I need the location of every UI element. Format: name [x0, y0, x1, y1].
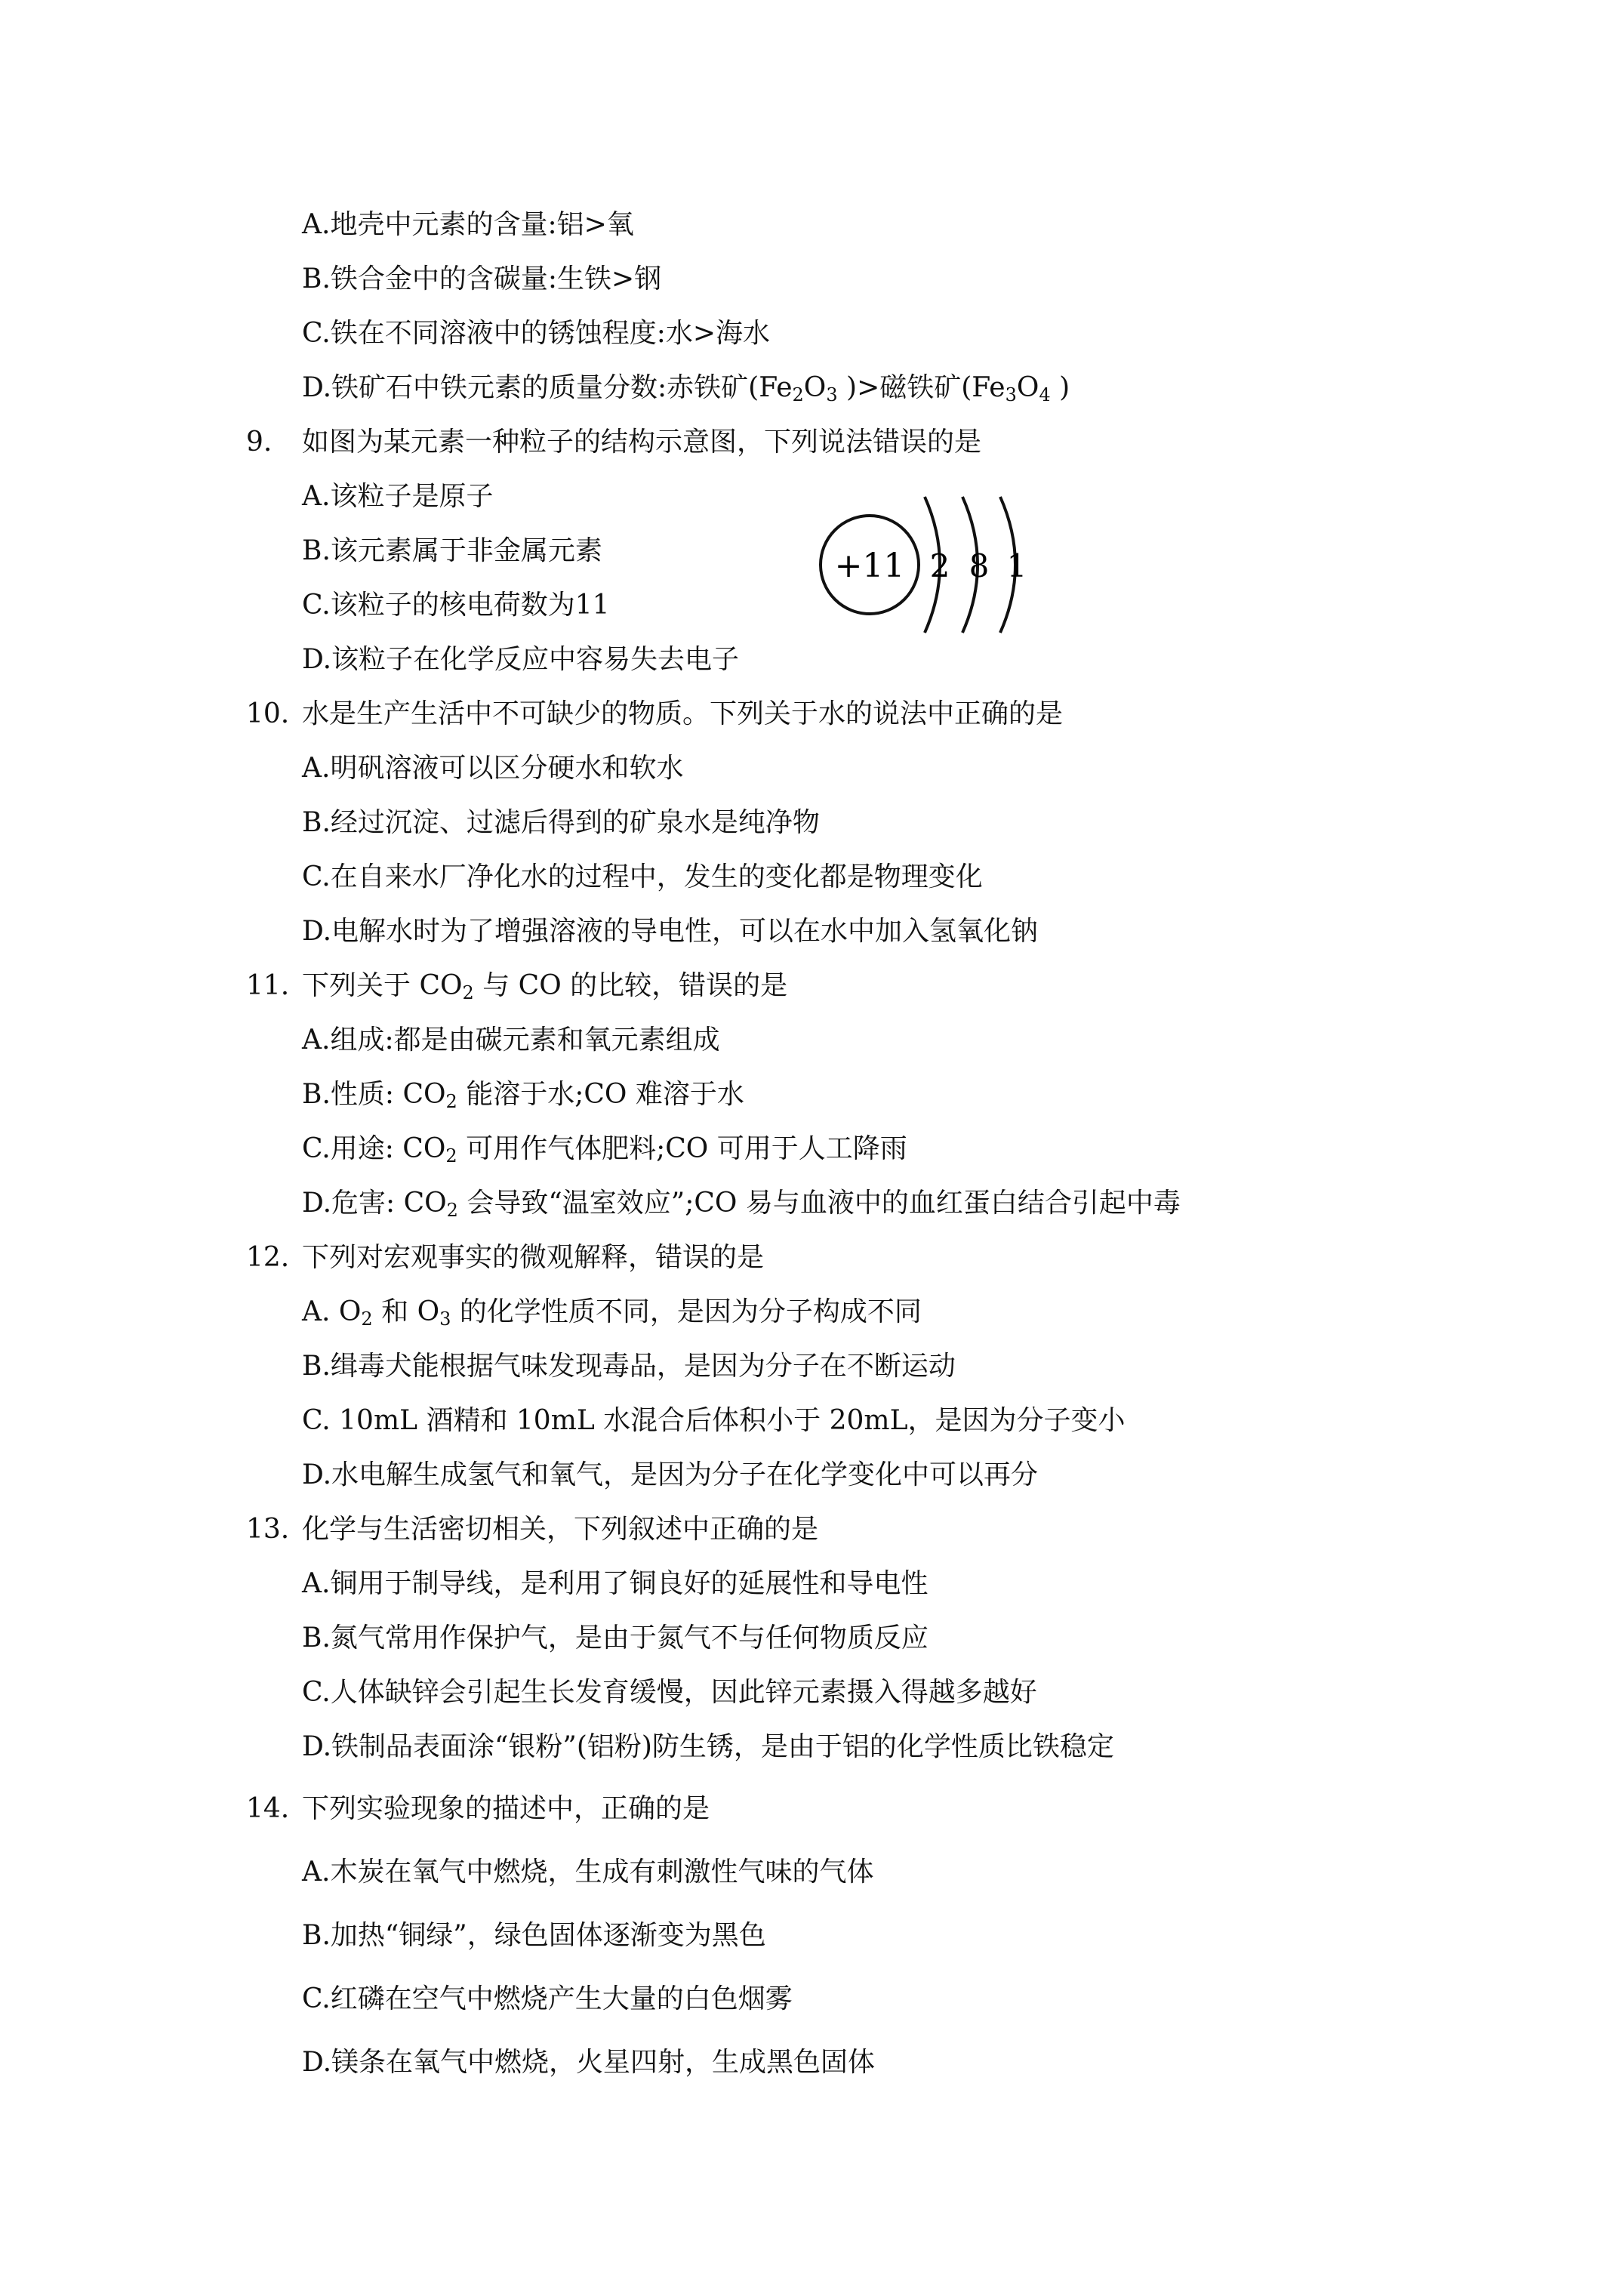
q9-number: 9.	[246, 427, 273, 458]
q13-number: 13.	[246, 1514, 290, 1545]
q9-option-a: A.该粒子是原子	[302, 481, 494, 512]
q10-option-b: B.经过沉淀、过滤后得到的矿泉水是纯净物	[302, 807, 820, 838]
q9-option-b: B.该元素属于非金属元素	[302, 535, 602, 566]
q10-stem: 水是生产生活中不可缺少的物质。下列关于水的说法中正确的是	[302, 698, 1064, 729]
q10-option-a: A.明矾溶液可以区分硬水和软水	[302, 753, 684, 784]
q14-option-b: B.加热“铜绿”，绿色固体逐渐变为黑色	[302, 1920, 766, 1951]
q11-number: 11.	[246, 970, 290, 1001]
q9-stem: 如图为某元素一种粒子的结构示意图，下列说法错误的是	[302, 427, 982, 458]
q13-option-b: B.氮气常用作保护气，是由于氮气不与任何物质反应	[302, 1623, 929, 1653]
q13-option-c: C.人体缺锌会引起生长发育缓慢，因此锌元素摄入得越多越好	[302, 1677, 1037, 1708]
q11-option-c: C.用途: $CO_2$ 可用作气体肥料;CO 可用于人工降雨	[302, 1133, 907, 1166]
q8-option-c: C.铁在不同溶液中的锈蚀程度:水>海水	[302, 318, 770, 349]
q8-option-a: A.地壳中元素的含量:铝>氧	[302, 209, 634, 240]
atom-structure-diagram	[812, 483, 1046, 649]
q12-option-c: C. 10mL 酒精和 10mL 水混合后体积小于 20mL，是因为分子变小	[302, 1405, 1126, 1436]
q13-option-d: D.铁制品表面涂“银粉”(铝粉)防生锈，是由于铝的化学性质比铁稳定	[302, 1731, 1114, 1762]
q14-option-d: D.镁条在氧气中燃烧，火星四射，生成黑色固体	[302, 2047, 876, 2078]
q9-option-d: D.该粒子在化学反应中容易失去电子	[302, 644, 740, 675]
q8-option-d: D.铁矿石中铁元素的质量分数:赤铁矿($Fe_2O_3$ )>磁铁矿($Fe_3O_4$ )	[302, 372, 1070, 405]
q12-stem: 下列对宏观事实的微观解释，错误的是	[302, 1242, 765, 1273]
shell-3-electrons: 1	[1006, 547, 1027, 584]
q10-option-d: D.电解水时为了增强溶液的导电性，可以在水中加入氢氧化钠	[302, 916, 1039, 947]
q8-option-b: B.铁合金中的含碳量:生铁>钢	[302, 264, 662, 294]
q11-option-b: B.性质: $CO_2$ 能溶于水;CO 难溶于水	[302, 1079, 744, 1112]
q12-option-a: A. $O_2$ 和 $O_3$ 的化学性质不同，是因为分子构成不同	[302, 1296, 922, 1330]
q14-stem: 下列实验现象的描述中，正确的是	[302, 1793, 710, 1824]
q11-option-a: A.组成:都是由碳元素和氧元素组成	[302, 1025, 720, 1056]
q14-option-a: A.木炭在氧气中燃烧，生成有刺激性气味的气体	[302, 1857, 874, 1888]
q9-option-c: C.该粒子的核电荷数为11	[302, 590, 610, 621]
q12-number: 12.	[246, 1242, 290, 1273]
q10-option-c: C.在自来水厂净化水的过程中，发生的变化都是物理变化	[302, 861, 983, 892]
q11-option-d: D.危害: $CO_2$ 会导致“温室效应”;CO 易与血液中的血红蛋白结合引起中毒	[302, 1188, 1181, 1221]
q12-option-b: B.缉毒犬能根据气味发现毒品，是因为分子在不断运动	[302, 1351, 956, 1382]
q13-stem: 化学与生活密切相关，下列叙述中正确的是	[302, 1514, 819, 1545]
q14-number: 14.	[246, 1793, 290, 1824]
nucleus-charge: +11	[834, 547, 905, 585]
q10-number: 10.	[246, 698, 290, 729]
q11-stem: 下列关于 $CO_2$ 与 CO 的比较，错误的是	[302, 970, 788, 1003]
shell-1-electrons: 2	[929, 547, 950, 584]
q13-option-a: A.铜用于制导线，是利用了铜良好的延展性和导电性	[302, 1568, 929, 1599]
shell-2-electrons: 8	[969, 547, 990, 584]
q14-option-c: C.红磷在空气中燃烧产生大量的白色烟雾	[302, 1983, 793, 2014]
q12-option-d: D.水电解生成氢气和氧气，是因为分子在化学变化中可以再分	[302, 1459, 1039, 1490]
